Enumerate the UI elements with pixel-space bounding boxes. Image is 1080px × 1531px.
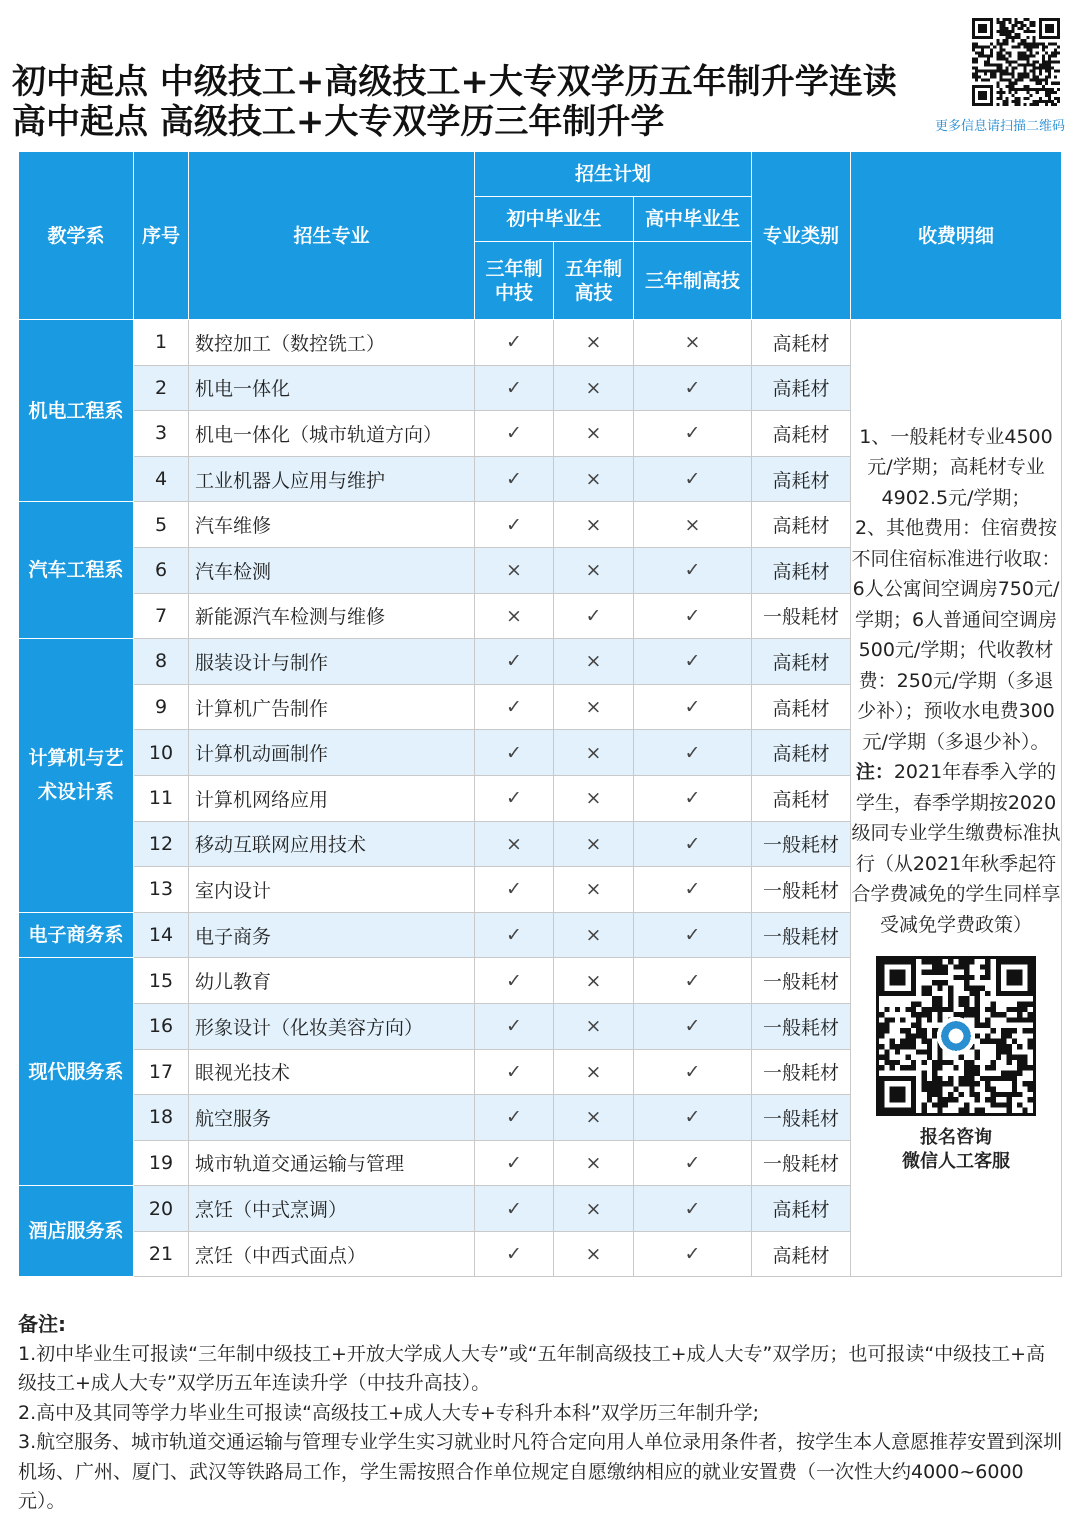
check-mark: ✓ (475, 775, 554, 821)
cross-mark: × (554, 912, 634, 958)
header-plan: 招生计划 (475, 152, 752, 197)
cross-mark: × (554, 1231, 634, 1277)
row-number: 15 (134, 958, 189, 1004)
row-number: 1 (134, 320, 189, 366)
check-mark: ✓ (634, 775, 752, 821)
fee-note-label: 注： (855, 761, 894, 784)
check-mark: ✓ (634, 411, 752, 457)
notes-label: 备注: (18, 1312, 66, 1336)
notes-section (18, 1310, 1063, 1517)
check-mark: ✓ (475, 320, 554, 366)
major-name: 计算机动画制作 (189, 730, 475, 776)
major-name: 烹饪（中西式面点） (189, 1231, 475, 1277)
row-number: 9 (134, 684, 189, 730)
fee-item-1: 1、一般耗材专业4500元/学期；高耗材专业4902.5元/学期； (859, 425, 1053, 509)
check-mark: ✓ (475, 456, 554, 502)
category-cell: 一般耗材 (752, 1049, 851, 1095)
category-cell: 一般耗材 (752, 1140, 851, 1186)
fee-item-2: 2、其他费用：住宿费按不同住宿标准进行收取：6人公寓间空调房750元/学期；6人普通间空调房500元/学期；代收教材费：250元/学期（多退少补）；预收水电费300元/学期（多退少补）。 (851, 517, 1061, 753)
cross-mark: × (554, 730, 634, 776)
row-number: 8 (134, 639, 189, 685)
header-fees: 收费明细 (851, 152, 1062, 320)
row-number: 19 (134, 1140, 189, 1186)
fee-details (851, 320, 1062, 1277)
major-name: 计算机广告制作 (189, 684, 475, 730)
row-number: 17 (134, 1049, 189, 1095)
check-mark: ✓ (634, 730, 752, 776)
category-cell: 一般耗材 (752, 1095, 851, 1141)
check-mark: ✓ (634, 639, 752, 685)
note-item: 1.初中毕业生可报读“三年制中级技工+开放大学成人大专”或“五年制高级技工+成人大专”双学历；也可报读“中级技工+高级技工+成人大专”双学历五年连读升学（中技升高技）。 (18, 1342, 1046, 1394)
major-name: 机电一体化（城市轨道方向） (189, 411, 475, 457)
table-row (19, 320, 1062, 366)
qr-caption-line-2: 微信人工客服 (902, 1151, 1010, 1173)
check-mark: ✓ (475, 1003, 554, 1049)
cross-mark: × (554, 639, 634, 685)
row-number: 13 (134, 867, 189, 913)
check-mark: ✓ (634, 867, 752, 913)
check-mark: ✓ (634, 547, 752, 593)
dept-cell: 电子商务系 (19, 912, 134, 958)
major-name: 新能源汽车检测与维修 (189, 593, 475, 639)
title-line-2: 高中起点 高级技工+大专双学历三年制升学 (12, 102, 665, 142)
cross-mark: × (554, 320, 634, 366)
category-cell: 一般耗材 (752, 593, 851, 639)
cross-mark: × (554, 1003, 634, 1049)
fee-note-text: 2021年春季入学的学生，春季学期按2020级同专业学生缴费标准执行（从2021年秋季起符合学费减免的学生同样享受减免学费政策） (851, 761, 1061, 936)
major-name: 室内设计 (189, 867, 475, 913)
check-mark: ✓ (634, 365, 752, 411)
category-cell: 高耗材 (752, 639, 851, 685)
row-number: 6 (134, 547, 189, 593)
enrollment-table (18, 151, 1062, 1277)
qr-consult-caption (851, 1126, 1061, 1174)
category-cell: 一般耗材 (752, 821, 851, 867)
note-item: 2.高中及其同等学力毕业生可报读“高级技工+成人大专+专科升本科”双学历三年制升学; (18, 1401, 760, 1424)
category-cell: 一般耗材 (752, 958, 851, 1004)
row-number: 10 (134, 730, 189, 776)
check-mark: ✓ (475, 958, 554, 1004)
category-cell: 一般耗材 (752, 867, 851, 913)
major-name: 机电一体化 (189, 365, 475, 411)
major-name: 移动互联网应用技术 (189, 821, 475, 867)
row-number: 5 (134, 502, 189, 548)
check-mark: ✓ (475, 365, 554, 411)
row-number: 12 (134, 821, 189, 867)
header-senior-3yr: 三年制高技 (634, 242, 752, 320)
header-junior-5yr: 五年制 高技 (554, 242, 634, 320)
check-mark: ✓ (634, 1049, 752, 1095)
check-mark: ✓ (475, 1140, 554, 1186)
major-name: 电子商务 (189, 912, 475, 958)
check-mark: ✓ (475, 1231, 554, 1277)
qr-caption: 更多信息请扫描二维码 (934, 119, 1065, 134)
cross-mark: × (475, 821, 554, 867)
row-number: 20 (134, 1186, 189, 1232)
check-mark: ✓ (475, 639, 554, 685)
row-number: 21 (134, 1231, 189, 1277)
cross-mark: × (554, 411, 634, 457)
major-name: 数控加工（数控铣工） (189, 320, 475, 366)
check-mark: ✓ (634, 684, 752, 730)
category-cell: 一般耗材 (752, 1003, 851, 1049)
row-number: 16 (134, 1003, 189, 1049)
row-number: 11 (134, 775, 189, 821)
header-junior: 初中毕业生 (475, 197, 634, 242)
header-category: 专业类别 (752, 152, 851, 320)
check-mark: ✓ (475, 730, 554, 776)
cross-mark: × (554, 1140, 634, 1186)
cross-mark: × (554, 502, 634, 548)
cross-mark: × (634, 320, 752, 366)
dept-cell: 机电工程系 (19, 320, 134, 502)
check-mark: ✓ (634, 821, 752, 867)
qr-code-icon (972, 18, 1060, 106)
header-dept: 教学系 (19, 152, 134, 320)
category-cell: 一般耗材 (752, 912, 851, 958)
category-cell: 高耗材 (752, 365, 851, 411)
cross-mark: × (554, 1049, 634, 1095)
major-name: 计算机网络应用 (189, 775, 475, 821)
cross-mark: × (554, 775, 634, 821)
category-cell: 高耗材 (752, 1186, 851, 1232)
major-name: 幼儿教育 (189, 958, 475, 1004)
row-number: 2 (134, 365, 189, 411)
wechat-qr-code-icon (876, 956, 1036, 1116)
check-mark: ✓ (634, 958, 752, 1004)
row-number: 18 (134, 1095, 189, 1141)
category-cell: 高耗材 (752, 547, 851, 593)
category-cell: 高耗材 (752, 502, 851, 548)
check-mark: ✓ (634, 1186, 752, 1232)
check-mark: ✓ (475, 411, 554, 457)
cross-mark: × (634, 502, 752, 548)
major-name: 城市轨道交通运输与管理 (189, 1140, 475, 1186)
major-name: 工业机器人应用与维护 (189, 456, 475, 502)
check-mark: ✓ (634, 593, 752, 639)
row-number: 4 (134, 456, 189, 502)
check-mark: ✓ (475, 1095, 554, 1141)
cross-mark: × (554, 547, 634, 593)
title-line-1: 初中起点 中级技工+高级技工+大专双学历五年制升学连读 (12, 62, 897, 102)
category-cell: 高耗材 (752, 411, 851, 457)
major-name: 烹饪（中式烹调） (189, 1186, 475, 1232)
fee-note (851, 757, 1061, 940)
cross-mark: × (554, 365, 634, 411)
dept-cell: 计算机与艺术设计系 (19, 639, 134, 913)
category-cell: 高耗材 (752, 320, 851, 366)
check-mark: ✓ (634, 456, 752, 502)
check-mark: ✓ (634, 1095, 752, 1141)
cross-mark: × (554, 867, 634, 913)
check-mark: ✓ (554, 593, 634, 639)
major-name: 服装设计与制作 (189, 639, 475, 685)
category-cell: 高耗材 (752, 456, 851, 502)
check-mark: ✓ (475, 912, 554, 958)
row-number: 14 (134, 912, 189, 958)
major-name: 汽车维修 (189, 502, 475, 548)
major-name: 眼视光技术 (189, 1049, 475, 1095)
cross-mark: × (475, 593, 554, 639)
cross-mark: × (554, 1186, 634, 1232)
category-cell: 高耗材 (752, 730, 851, 776)
note-item: 3.航空服务、城市轨道交通运输与管理专业学生实习就业时凡符合定向用人单位录用条件者，按学生本人意愿推荐安置到深圳机场、广州、厦门、武汉等铁路局工作，学生需按照合作单位规定自愿缴纳相应的就业安置费（一次性大约4000~6000元）。 (18, 1431, 1063, 1512)
check-mark: ✓ (634, 1140, 752, 1186)
row-number: 7 (134, 593, 189, 639)
dept-cell: 酒店服务系 (19, 1186, 134, 1277)
check-mark: ✓ (475, 867, 554, 913)
row-number: 3 (134, 411, 189, 457)
check-mark: ✓ (475, 502, 554, 548)
header-no: 序号 (134, 152, 189, 320)
major-name: 形象设计（化妆美容方向） (189, 1003, 475, 1049)
header-junior-3yr: 三年制 中技 (475, 242, 554, 320)
category-cell: 高耗材 (752, 775, 851, 821)
check-mark: ✓ (634, 1231, 752, 1277)
dept-cell: 汽车工程系 (19, 502, 134, 639)
dept-cell: 现代服务系 (19, 958, 134, 1186)
check-mark: ✓ (634, 1003, 752, 1049)
major-name: 汽车检测 (189, 547, 475, 593)
header-major: 招生专业 (189, 152, 475, 320)
cross-mark: × (475, 547, 554, 593)
cross-mark: × (554, 456, 634, 502)
check-mark: ✓ (475, 1049, 554, 1095)
cross-mark: × (554, 821, 634, 867)
qr-caption-line-1: 报名咨询 (920, 1127, 992, 1149)
table-body (19, 320, 1062, 1277)
check-mark: ✓ (475, 1186, 554, 1232)
category-cell: 高耗材 (752, 684, 851, 730)
cross-mark: × (554, 1095, 634, 1141)
category-cell: 高耗材 (752, 1231, 851, 1277)
header-senior: 高中毕业生 (634, 197, 752, 242)
cross-mark: × (554, 958, 634, 1004)
major-name: 航空服务 (189, 1095, 475, 1141)
check-mark: ✓ (475, 684, 554, 730)
cross-mark: × (554, 684, 634, 730)
check-mark: ✓ (634, 912, 752, 958)
